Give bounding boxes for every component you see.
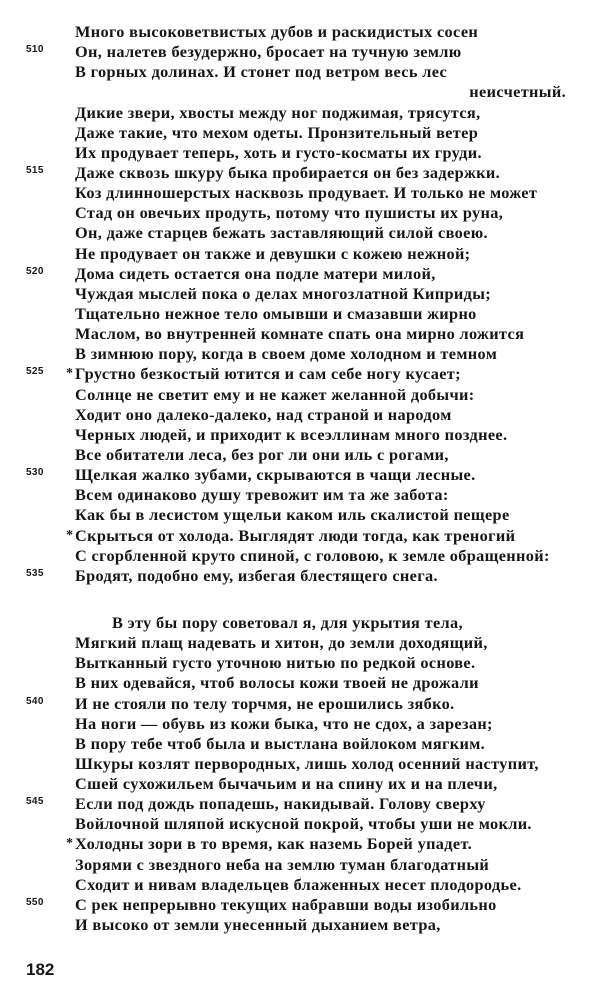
note-asterisk: * xyxy=(66,527,74,543)
verse-line xyxy=(0,405,600,425)
verse-line xyxy=(0,754,600,774)
verse-text: Сшей сухожильем бычачьим и на спину их и на плечи, xyxy=(75,774,498,794)
verse-line xyxy=(0,734,600,754)
verse-line xyxy=(0,82,600,102)
verse-text: Вытканный густо уточною нитью по редкой основе. xyxy=(75,653,476,673)
verse-line xyxy=(0,814,600,834)
line-number: 550 xyxy=(26,896,44,908)
stanza xyxy=(0,613,600,935)
verse-line xyxy=(0,855,600,875)
verse-text: Грустно безкостый ютится и сам себе ногу кусает; xyxy=(75,364,461,384)
verse-line xyxy=(0,364,600,384)
verse-line xyxy=(0,465,600,485)
verse-text: В горных долинах. И стонет под ветром весь лес xyxy=(75,62,448,82)
verse-line xyxy=(0,526,600,546)
verse-text: С сгорбленной круто спиной, с головою, к земле обращенной: xyxy=(75,545,550,565)
verse-text: И не стояли по телу торчмя, не ерошились зябко. xyxy=(75,693,455,713)
verse-line xyxy=(0,244,600,264)
verse-text: Дома сидеть остается она подле матери милой, xyxy=(75,263,436,283)
verse-text: Даже такие, что мехом одеты. Пронзительный ветер xyxy=(75,122,479,142)
verse-line xyxy=(0,103,600,123)
verse-text: Он, налетев безудержно, бросает на тучную землю xyxy=(75,42,462,62)
verse-text: Чуждая мыслей пока о делах многозлатной Киприды; xyxy=(75,283,492,303)
verse-text: Даже сквозь шкуру быка пробирается он без задержки. xyxy=(75,162,501,182)
verse-text: Он, даже старцев бежать заставляющий силой своею. xyxy=(75,223,488,243)
verse-text: Ходит оно далеко-далеко, над страной и народом xyxy=(75,404,452,424)
verse-line xyxy=(0,42,600,62)
verse-line xyxy=(0,183,600,203)
verse-line xyxy=(0,694,600,714)
verse-text: Много высоковетвистых дубов и раскидистых сосен xyxy=(75,22,479,41)
verse-line xyxy=(0,895,600,915)
verse-text: Солнце не светит ему и не кажет желанной добычи: xyxy=(75,384,475,404)
verse-line xyxy=(0,633,600,653)
verse-line xyxy=(0,613,600,633)
verse-line xyxy=(0,123,600,143)
verse-line xyxy=(0,653,600,673)
verse-line xyxy=(0,445,600,465)
verse-text: неисчетный. xyxy=(469,82,566,102)
verse-text: Скрыться от холода. Выглядят люди тогда, как треногий xyxy=(75,525,516,545)
verse-line xyxy=(0,304,600,324)
verse-text: В эту бы пору советовал я, для укрытия тела, xyxy=(112,612,463,632)
verse-text: В зимнюю пору, когда в своем доме холодном и темном xyxy=(75,344,498,364)
verse-line xyxy=(0,834,600,854)
page-number: 182 xyxy=(26,960,55,979)
verse-line xyxy=(0,223,600,243)
verse-text: Если под дождь попадешь, накидывай. Голову сверху xyxy=(75,794,486,814)
poem-text xyxy=(0,22,600,935)
stanza xyxy=(0,22,600,586)
verse-text: Щелкая жалко зубами, скрываются в чащи лесные. xyxy=(75,465,476,485)
verse-text: На ноги — обувь из кожи быка, что не сдох, а зарезан; xyxy=(75,713,493,733)
line-number: 540 xyxy=(26,695,44,707)
verse-line xyxy=(0,566,600,586)
verse-text: Маслом, во внутренней комнате спать она мирно ложится xyxy=(75,324,525,344)
verse-line xyxy=(0,505,600,525)
verse-text: В них одевайся, чтоб волосы кожи твоей не дрожали xyxy=(75,673,479,693)
line-number: 545 xyxy=(26,796,44,808)
note-asterisk: * xyxy=(66,366,74,382)
verse-text: Холодны зори в то время, как наземь Борей упадет. xyxy=(75,834,472,854)
verse-text: Все обитатели леса, без рог ли они иль с рогами, xyxy=(75,444,449,464)
verse-line xyxy=(0,163,600,183)
verse-text: Мягкий плащ надевать и хитон, до земли доходящий, xyxy=(75,633,488,653)
verse-line xyxy=(0,143,600,163)
line-number: 520 xyxy=(26,265,44,277)
verse-text: Коз длинношерстых насквозь продувает. И только не может xyxy=(75,183,538,203)
verse-text: Бродят, подобно ему, избегая блестящего снега. xyxy=(75,565,438,585)
line-number: 535 xyxy=(26,567,44,579)
verse-text: Тщательно нежное тело омывши и смазавши жирно xyxy=(75,303,477,323)
verse-text: Как бы в лесистом ущельи каком иль скалистой пещере xyxy=(75,505,510,525)
note-asterisk: * xyxy=(66,836,74,852)
verse-line xyxy=(0,673,600,693)
verse-line xyxy=(0,203,600,223)
verse-text: Их продувает теперь, хоть и густо-косматы их груди. xyxy=(75,142,482,162)
verse-line xyxy=(0,344,600,364)
verse-line xyxy=(0,385,600,405)
verse-line xyxy=(0,794,600,814)
verse-text: В пору тебе чтоб была и выстлана войлоком мягким. xyxy=(75,733,486,753)
verse-line xyxy=(0,485,600,505)
verse-line xyxy=(0,62,600,82)
verse-text: С рек непрерывно текущих набравши воды изобильно xyxy=(75,894,497,914)
verse-text: И высоко от земли унесенный дыханием ветра, xyxy=(75,915,441,935)
verse-text: Всем одинаково душу тревожит им та же забота: xyxy=(75,485,449,505)
verse-text: Не продувает он также и девушки с кожею нежной; xyxy=(75,243,471,263)
verse-text: Стад он овечьих продуть, потому что пушисты их руна, xyxy=(75,203,504,223)
verse-line xyxy=(0,714,600,734)
verse-line xyxy=(0,264,600,284)
line-number: 510 xyxy=(26,44,44,56)
line-number: 530 xyxy=(26,467,44,479)
verse-text: Войлочной шляпой искусной покрой, чтобы уши не мокли. xyxy=(75,814,532,834)
verse-text: Зорями с звездного неба на землю туман благодатный xyxy=(75,854,490,874)
line-number: 525 xyxy=(26,366,44,378)
verse-text: Сходит и нивам владельцев блаженных несет плодородье. xyxy=(75,874,522,894)
verse-text: Дикие звери, хвосты между ног поджимая, трясутся, xyxy=(75,102,481,122)
verse-line xyxy=(0,774,600,794)
verse-line xyxy=(0,915,600,935)
verse-line xyxy=(0,284,600,304)
verse-line xyxy=(0,22,600,42)
verse-text: Шкуры козлят первородных, лишь холод осенний наступит, xyxy=(75,753,539,773)
verse-line xyxy=(0,875,600,895)
verse-line xyxy=(0,324,600,344)
line-number: 515 xyxy=(26,164,44,176)
verse-line xyxy=(0,546,600,566)
verse-text: Черных людей, и приходит к всеэллинам много позднее. xyxy=(75,424,508,444)
verse-line xyxy=(0,425,600,445)
